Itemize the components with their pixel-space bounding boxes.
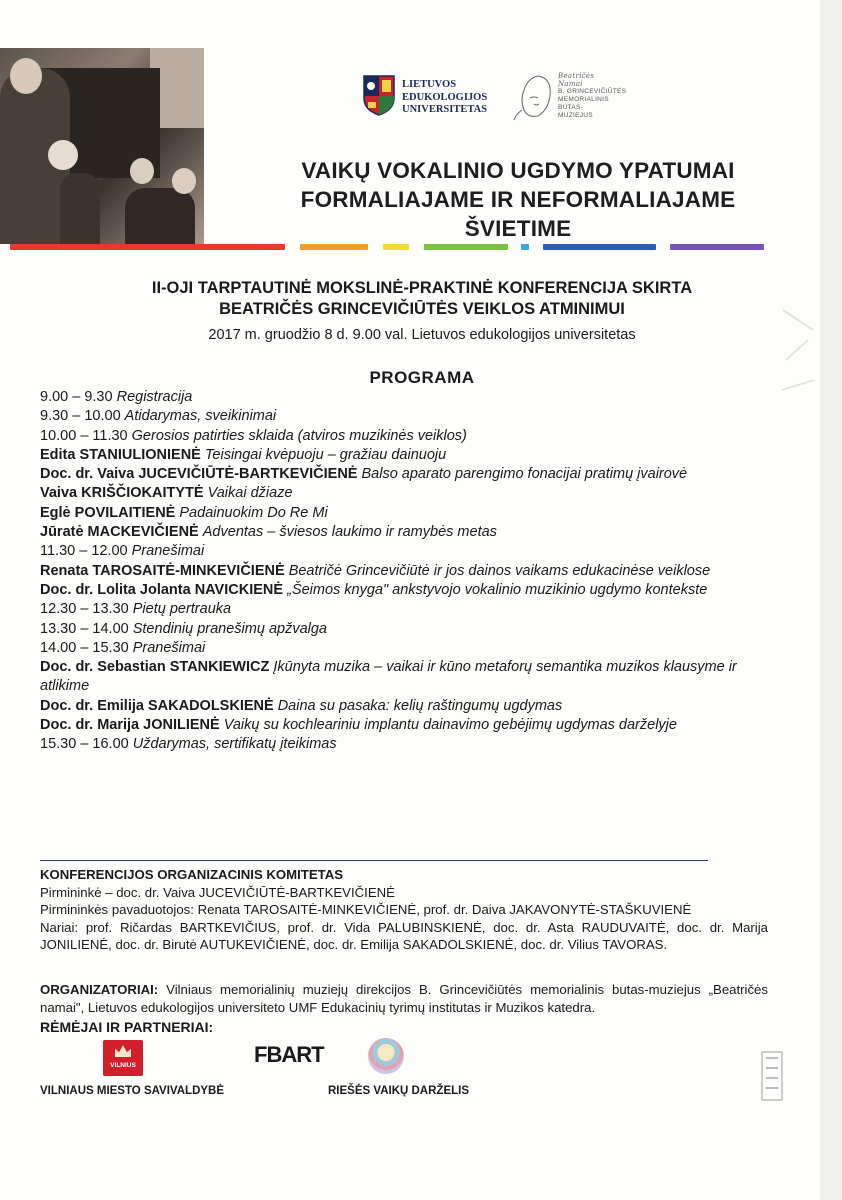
conference-line-1: II-OJI TARPTAUTINĖ MOKSLINĖ-PRAKTINĖ KONFERENCIJA SKIRTA — [151, 279, 693, 297]
beatrices-namai-logo — [512, 70, 692, 122]
schedule-speaker: Doc. dr. Marija JONILIENĖ — [40, 717, 220, 734]
schedule-time: 11.30 – 12.00 — [40, 543, 128, 560]
bg-hand-2: Namai — [558, 80, 583, 88]
schedule-text: Pranešimai — [132, 639, 206, 656]
leu-line-2: EDUKOLOGIJOS — [402, 91, 488, 103]
rainbow-bar-orange — [300, 244, 368, 250]
schedule-text: Vaikų su kochleariniu implantu dainavimo gebėjimų ugdymas darželyje — [223, 717, 677, 734]
schedule-time: 12.30 – 13.30 — [40, 601, 129, 618]
rainbow-bar-red — [10, 244, 285, 250]
vilnius-logo — [103, 1040, 143, 1076]
title-line-1: VAIKŲ VOKALINIO UGDYMO YPATUMAI — [301, 158, 735, 183]
rainbow-bar-blue — [543, 244, 656, 250]
leu-crest-icon — [362, 74, 396, 116]
sponsors-heading: RĖMĖJAI IR PARTNERIAI: — [40, 1019, 214, 1035]
vilnius-logo-text: VILNIUS — [110, 1062, 136, 1069]
schedule-item — [40, 562, 770, 581]
schedule-text: „Šeimos knyga" ankstyvojo vokalinio muzikinio ugdymo kontekste — [287, 581, 708, 598]
schedule-speaker: Doc. dr. Vaiva JUCEVIČIŪTĖ-BARTKEVIČIENĖ — [40, 466, 358, 483]
organizers-line — [40, 981, 768, 1016]
schedule-text: Stendinių pranešimų apžvalga — [132, 620, 327, 637]
leu-logo-text — [402, 79, 487, 117]
schedule-text: Pietų pertrauka — [132, 601, 232, 618]
schedule-item — [40, 388, 770, 407]
schedule-item — [40, 446, 770, 465]
committee-heading: KONFERENCIJOS ORGANIZACINIS KOMITETAS — [40, 867, 344, 882]
schedule-speaker: Renata TAROSAITĖ-MINKEVIČIENĖ — [40, 562, 285, 579]
schedule-text: Teisingai kvėpuoju – gražiau dainuoju — [204, 446, 447, 463]
schedule-item — [40, 639, 770, 658]
schedule-item — [40, 735, 770, 754]
bg-hand-1: Beatričės — [558, 72, 595, 80]
schedule-text: Daina su pasaka: kelių raštingumų ugdymas — [277, 697, 563, 714]
section-divider — [40, 860, 708, 861]
bg-line-1: B. GRINCEVIČIŪTĖS — [558, 88, 627, 95]
rainbow-bar-green — [424, 244, 508, 250]
schedule-time: 9.30 – 10.00 — [40, 408, 121, 425]
crown-icon — [115, 1045, 131, 1057]
schedule-item — [40, 697, 770, 716]
schedule-item — [40, 407, 770, 426]
schedule-time: 9.00 – 9.30 — [40, 389, 113, 405]
schedule-item — [40, 620, 770, 639]
schedule-speaker: Edita STANIULIONIENĖ — [40, 446, 201, 463]
schedule-text: Įkūnyta muzika – vaikai ir kūno metaforų semantika muzikos klausyme ir atlikime — [40, 659, 737, 695]
leu-line-3: UNIVERSITETAS — [402, 104, 487, 115]
portrait-sketch-icon — [512, 70, 556, 122]
schedule-item — [40, 542, 770, 561]
conference-title — [40, 278, 804, 320]
committee-members: Nariai: prof. Ričardas BARTKEVIČIUS, prof. dr. Vida PALUBINSKIENĖ, doc. dr. Asta RAUDUVAITĖ, doc. dr. Marija JONILIENĖ, doc. dr. Birutė AUTUKEVIČIENĖ, doc. dr. Emilija SAKADOLSKIENĖ, doc. dr. Vilius TAVORAS. — [40, 919, 768, 953]
schedule-speaker: Eglė POVILAITIENĖ — [40, 504, 176, 521]
schedule-item — [40, 504, 770, 523]
sponsor-riese: RIEŠĖS VAIKŲ DARŽELIS — [328, 1085, 469, 1097]
schedule-text: Adventas – šviesos laukimo ir ramybės metas — [202, 524, 497, 541]
bg-line-3: BUTAS- — [558, 104, 584, 111]
schedule-text: Padainuokim Do Re Mi — [179, 504, 328, 521]
schedule-item — [40, 600, 770, 619]
schedule-speaker: Doc. dr. Lolita Jolanta NAVICKIENĖ — [40, 581, 284, 598]
bg-line-4: MUZIEJUS — [558, 112, 593, 119]
schedule-speaker: Doc. dr. Emilija SAKADOLSKIENĖ — [40, 697, 274, 714]
bg-line-2: MEMORIALINIS — [558, 96, 609, 103]
schedule-item — [40, 484, 770, 503]
schedule-time: 14.00 – 15.30 — [40, 639, 129, 656]
program-schedule — [40, 388, 770, 755]
beatrices-namai-text — [558, 72, 626, 120]
schedule-time: 15.30 – 16.00 — [40, 736, 129, 753]
schedule-item — [40, 523, 770, 542]
sponsor-vilnius: VILNIAUS MIESTO SAVIVALDYBĖ — [40, 1085, 225, 1097]
schedule-speaker: Vaiva KRIŠČIOKAITYTĖ — [40, 485, 204, 502]
schedule-item — [40, 658, 770, 697]
organizers-text: Vilniaus memorialinių muziejų direkcijos B. Grincevičiūtės memorialinis butas-muziejus „Beatričės namai", Lietuvos edukologijos universiteto UMF Edukacinių tyrimų institutas ir Muzikos katedra. — [40, 982, 768, 1015]
committee-chair: Pirmininkė – doc. dr. Vaiva JUCEVIČIŪTĖ-BARTKEVIČIENĖ — [40, 884, 395, 900]
schedule-text: Pranešimai — [131, 543, 205, 560]
rainbow-bar-yellow — [383, 244, 409, 250]
riese-kindergarten-logo — [368, 1038, 404, 1074]
leu-line-1: LIETUVOS — [402, 79, 457, 90]
committee-deputies: Pirmininkės pavaduotojos: Renata TAROSAITĖ-MINKEVIČIENĖ, prof. dr. Daiva JAKAVONYTĖ-STAŠKUVIENĖ — [40, 902, 692, 918]
title-line-3: ŠVIETIME — [464, 216, 572, 241]
schedule-speaker: Jūratė MACKEVIČIENĖ — [40, 524, 199, 541]
schedule-text: Beatričė Grincevičiūtė ir jos dainos vaikams edukacinėse veiklose — [288, 562, 711, 579]
organizing-committee — [40, 866, 768, 954]
schedule-item — [40, 465, 770, 484]
schedule-speaker: Doc. dr. Sebastian STANKIEWICZ — [40, 659, 270, 676]
conference-line-2: BEATRIČĖS GRINCEVIČIŪTĖS VEIKLOS ATMINIMUI — [219, 300, 625, 318]
organizers — [40, 981, 768, 1016]
rainbow-bar-lightblue — [521, 244, 529, 250]
schedule-text: Registracija — [116, 389, 193, 405]
schedule-item — [40, 427, 770, 446]
fbart-watermark-icon — [758, 1050, 786, 1102]
title-line-2: FORMALIAJAME IR NEFORMALIAJAME — [300, 187, 736, 212]
rainbow-bar-violet — [670, 244, 764, 250]
poster-title — [212, 156, 824, 243]
conference-date: 2017 m. gruodžio 8 d. 9.00 val. Lietuvos edukologijos universitetas — [208, 327, 636, 343]
schedule-text: Atidarymas, sveikinimai — [124, 408, 277, 425]
schedule-item — [40, 716, 770, 735]
schedule-item — [40, 581, 770, 600]
fbart-logo: FBART — [254, 1042, 324, 1067]
schedule-text: Gerosios patirties sklaida (atviros muzikinės veiklos) — [131, 427, 467, 444]
historical-photo — [0, 48, 204, 244]
schedule-text: Vaikai džiaze — [207, 485, 293, 502]
program-heading: PROGRAMA — [369, 368, 475, 387]
schedule-time: 13.30 – 14.00 — [40, 620, 129, 637]
schedule-time: 10.00 – 11.30 — [40, 427, 128, 444]
schedule-text: Balso aparato parengimo fonacijai pratimų įvairovė — [361, 466, 688, 483]
schedule-text: Uždarymas, sertifikatų įteikimas — [132, 736, 337, 753]
organizers-label: ORGANIZATORIAI: — [40, 982, 159, 997]
